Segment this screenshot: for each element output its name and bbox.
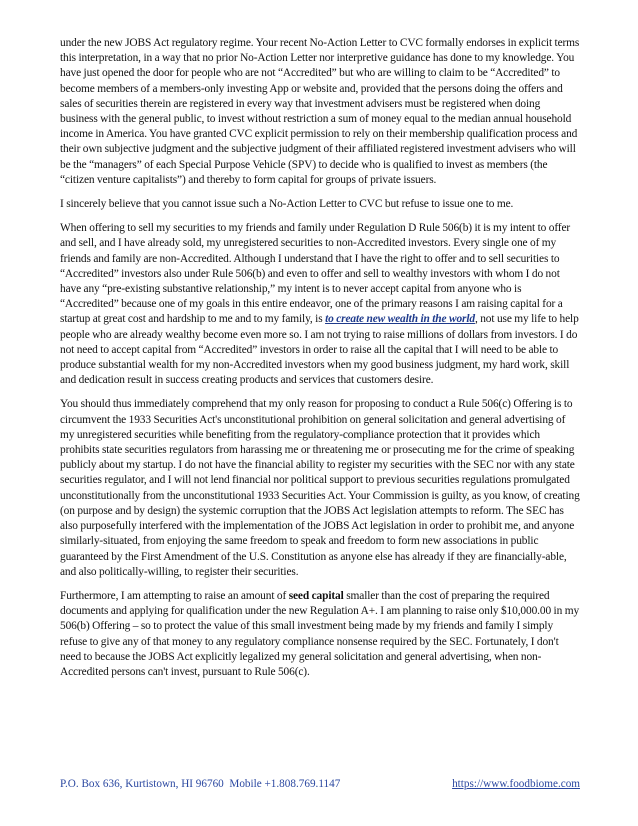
footer-address: P.O. Box 636, Kurtistown, HI 96760 Mobile +1.808.769.1147	[60, 778, 341, 790]
paragraph-text-after: , not use my life to help people who are already wealthy become even more so. I am not trying to raise millions of dollars from investors. I do not need to accept capital from “Accredited” investors in order to raise all the capital that I will need to be able to produce substantial wealth for my non-Accredited investors when my good business judgment, my hard work, skill and dedication result in success creating products and services that customers desire.	[60, 313, 579, 387]
paragraph-friends-family	[60, 221, 580, 388]
paragraph-request: I sincerely believe that you cannot issue such a No-Action Letter to CVC but refuse to issue one to me.	[60, 198, 514, 211]
paragraph-text-before: When offering to sell my securities to my friends and family under Regulation D Rule 506(b) it is my intent to offer and sell, and I have already sold, my unregistered securities to non-Accredited investors. Every single one of my friends and family are non-Accredited. Although I understand that I have the right to offer and to sell securities to “Accredited” investors also under Rule 506(b) and even to offer and sell to wealthy investors with whom I do not have any “pre-existing substantive relationship,” my intent is to never accept capital from anyone who is “Accredited” because one of my goals in this entire endeavor, one of the primary reasons I am raising capital for a startup at great cost and hardship to me and to my family, is	[60, 222, 571, 326]
emphasis-seed-capital: seed capital	[288, 589, 344, 602]
paragraph-rule-506c: You should thus immediately comprehend that my only reason for proposing to conduct a Rule 506(c) Offering is to circumvent the 1933 Securities Act's unconstitutional prohibition on general solicitation and general advertising of my unregistered securities while benefiting from the regulatory-compliance protection that it provides which prohibits state securities regulators from harassing me or threatening me or prosecuting me for the crime of speaking publicly about my startup. I do not have the financial ability to register my securities with the SEC nor with any state securities regulator, and I will not lend financial nor political support to previous securities regulations promulgated unconstitutionally from the unconstitutional 1933 Securities Act. Your Commission is guilty, as you know, of creating (on purpose and by design) the systemic corruption that the JOBS Act legislation attempts to reform. The SEC has also purposefully interfered with the implementation of the JOBS Act legislation in order to prohibit me, and anyone similarly-situated, from enjoying the same freedom to speak and freedom to form new associations in public guaranteed by the First Amendment of the U.S. Constitution as anyone else has already if they are financially-able, and also politically-willing, to register their securities.	[60, 398, 580, 578]
page-footer	[60, 778, 580, 794]
paragraph-seed-capital	[60, 589, 580, 680]
footer-website-link[interactable]: https://www.foodbiome.com	[452, 778, 580, 790]
paragraph-text-before: Furthermore, I am attempting to raise an amount of	[60, 589, 289, 602]
letter-body	[60, 36, 580, 689]
paragraph-cvc-no-action: under the new JOBS Act regulatory regime. Your recent No-Action Letter to CVC formally endorses in explicit terms this interpretation, in a way that no prior No-Action Letter nor interpretive guidance has done to my knowledge. You have just opened the door for people who are not “Accredited” but who are willing to claim to be “Accredited” to become members of a members-only investing App or website and, provided that the persons doing the offers and sales of securities therein are registered in every way that investment advisers must be registered when doing business with the general public, to invest without restriction a sum of money equal to the median annual household income in America. You have granted CVC explicit permission to rely on their membership qualification process and their own subjective judgment and the subjective judgment of their affiliated registered investment advisers who will be the “managers” of each Special Purpose Vehicle (SPV) to decide who is qualified to invest as members (the “citizen venture capitalists”) and thereby to form capital for groups of private issuers.	[60, 37, 580, 186]
paragraph-text-after: smaller than the cost of preparing the required documents and applying for qualification under the new Regulation A+. I am planning to raise only $10,000.00 in my 506(b) Offering – so to protect the value of this small investment being made by my friends and family I simply refuse to give any of that money to any regulatory compliance nonsense required by the SEC. Fortunately, I don't need to because the JOBS Act explicitly legalized my general solicitation and general advertising, when non-Accredited persons can't invest, pursuant to Rule 506(c).	[60, 589, 580, 678]
emphasis-new-wealth: to create new wealth in the world	[325, 313, 475, 326]
